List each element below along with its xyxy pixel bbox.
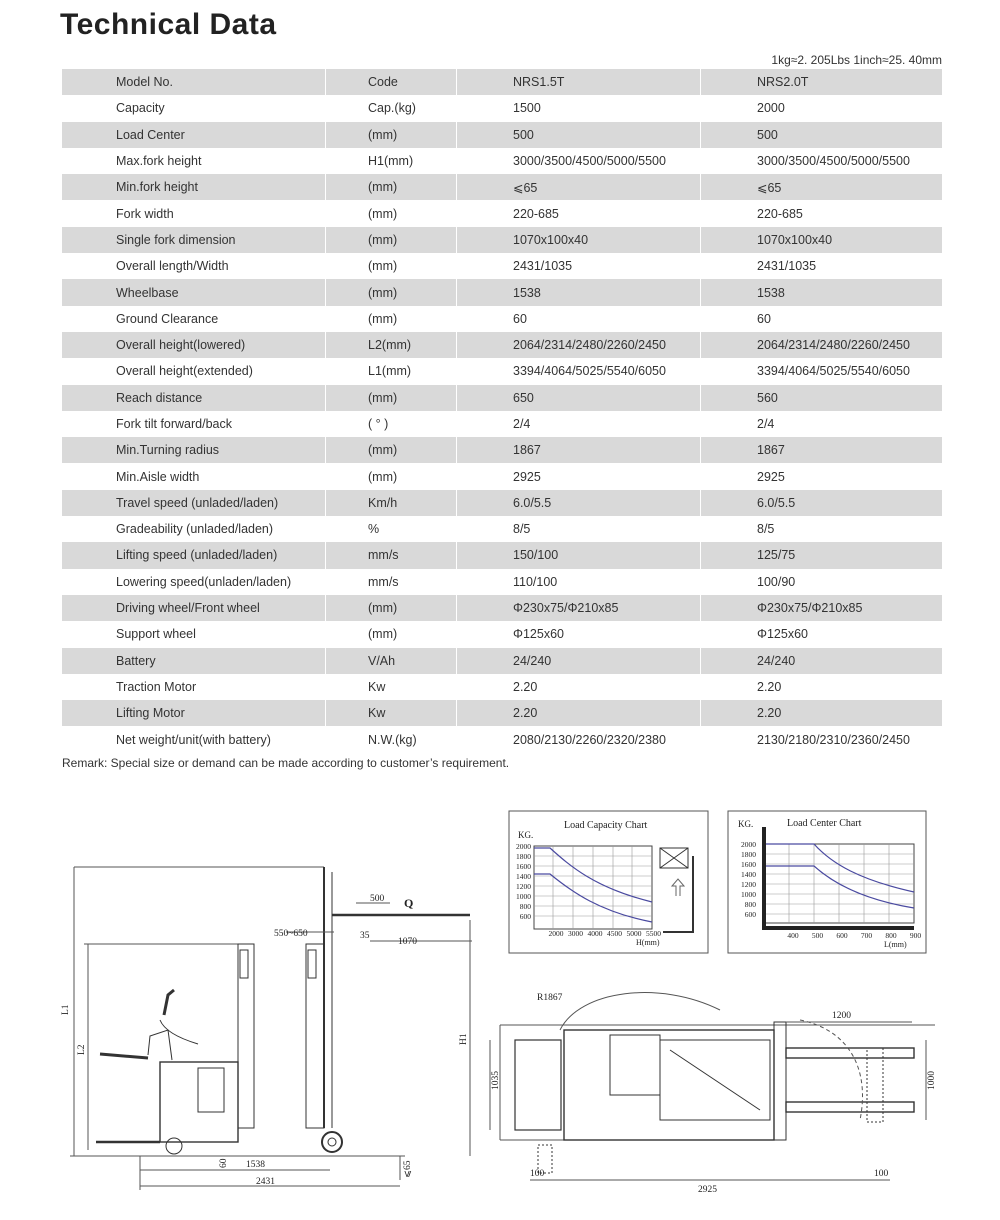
row-value-nrs20: 2130/2180/2310/2360/2450 bbox=[700, 726, 942, 752]
row-value-nrs15: 1867 bbox=[456, 437, 700, 463]
row-label: Battery bbox=[116, 653, 156, 668]
row-code: (mm) bbox=[325, 385, 456, 411]
dim-1538: 1538 bbox=[246, 1160, 265, 1170]
center-y-tick: 1000 bbox=[741, 890, 756, 899]
row-code: Code bbox=[325, 69, 456, 95]
row-value-nrs15: 150/100 bbox=[456, 542, 700, 568]
row-value-nrs20: 3394/4064/5025/5540/6050 bbox=[700, 358, 942, 384]
center-y-tick: 600 bbox=[744, 910, 756, 919]
spec-table bbox=[62, 69, 942, 753]
row-value-nrs15: Φ230x75/Φ210x85 bbox=[456, 595, 700, 621]
row-value-nrs20: ⩽65 bbox=[700, 174, 942, 200]
row-code: H1(mm) bbox=[325, 148, 456, 174]
row-code: V/Ah bbox=[325, 648, 456, 674]
dim-100-left: 100 bbox=[530, 1169, 545, 1179]
row-code: L1(mm) bbox=[325, 358, 456, 384]
row-code: mm/s bbox=[325, 542, 456, 568]
row-label: Min.Aisle width bbox=[116, 469, 200, 484]
row-value-nrs20: 2/4 bbox=[700, 411, 942, 437]
row-value-nrs15: 220-685 bbox=[456, 200, 700, 226]
row-value-nrs20: 1867 bbox=[700, 437, 942, 463]
capacity-y-tick: 2000 bbox=[516, 842, 531, 851]
row-label: Min.Turning radius bbox=[116, 443, 220, 458]
row-value-nrs15: Φ125x60 bbox=[456, 621, 700, 647]
row-label: Reach distance bbox=[116, 390, 203, 405]
row-value-nrs15: 110/100 bbox=[456, 569, 700, 595]
row-value-nrs15: 6.0/5.5 bbox=[456, 490, 700, 516]
row-code: Cap.(kg) bbox=[325, 95, 456, 121]
row-value-nrs15: 2080/2130/2260/2320/2380 bbox=[456, 726, 700, 752]
table-row bbox=[62, 306, 942, 332]
dim-2431: 2431 bbox=[256, 1177, 275, 1187]
table-row bbox=[62, 621, 942, 647]
dim-1070: 1070 bbox=[398, 937, 417, 947]
row-value-nrs20: Φ125x60 bbox=[700, 621, 942, 647]
table-row bbox=[62, 437, 942, 463]
capacity-y-unit: KG. bbox=[518, 830, 534, 840]
table-row bbox=[62, 148, 942, 174]
row-value-nrs15: 8/5 bbox=[456, 516, 700, 542]
dim-q: Q bbox=[404, 896, 414, 910]
capacity-y-tick: 1800 bbox=[516, 852, 531, 861]
row-value-nrs20: 100/90 bbox=[700, 569, 942, 595]
row-code: (mm) bbox=[325, 463, 456, 489]
row-label: Model No. bbox=[116, 75, 173, 90]
table-row bbox=[62, 411, 942, 437]
table-row bbox=[62, 358, 942, 384]
row-value-nrs15: 1538 bbox=[456, 279, 700, 305]
capacity-chart-title: Load Capacity Chart bbox=[564, 820, 648, 831]
center-x-tick: 700 bbox=[860, 931, 873, 940]
row-code: (mm) bbox=[325, 122, 456, 148]
row-code: (mm) bbox=[325, 437, 456, 463]
center-y-tick: 1800 bbox=[741, 850, 756, 859]
table-row bbox=[62, 253, 942, 279]
table-row bbox=[62, 726, 942, 752]
row-label: Lifting Motor bbox=[116, 706, 185, 721]
row-label: Support wheel bbox=[116, 627, 196, 642]
center-x-tick: 400 bbox=[787, 931, 799, 940]
row-label: Min.fork height bbox=[116, 180, 198, 195]
table-row bbox=[62, 69, 942, 95]
row-label: Lifting speed (unladed/laden) bbox=[116, 548, 278, 563]
row-value-nrs15: 1070x100x40 bbox=[456, 227, 700, 253]
page-title: Technical Data bbox=[60, 8, 277, 41]
table-row bbox=[62, 463, 942, 489]
row-value-nrs20: 1070x100x40 bbox=[700, 227, 942, 253]
dim-550-650: 550~650 bbox=[274, 929, 308, 939]
capacity-x-tick: 5500 bbox=[646, 929, 661, 938]
table-row bbox=[62, 516, 942, 542]
row-value-nrs15: 1500 bbox=[456, 95, 700, 121]
row-value-nrs20: 2064/2314/2480/2260/2450 bbox=[700, 332, 942, 358]
row-value-nrs15: 2925 bbox=[456, 463, 700, 489]
row-label: Lowering speed(unladen/laden) bbox=[116, 574, 292, 589]
capacity-y-tick: 1000 bbox=[516, 892, 531, 901]
capacity-x-tick: 5000 bbox=[626, 929, 642, 938]
row-value-nrs20: 560 bbox=[700, 385, 942, 411]
row-value-nrs20: 24/240 bbox=[700, 648, 942, 674]
table-row bbox=[62, 279, 942, 305]
row-value-nrs15: ⩽65 bbox=[456, 174, 700, 200]
dim-l2: L2 bbox=[77, 1044, 87, 1055]
row-value-nrs20: 3000/3500/4500/5000/5500 bbox=[700, 148, 942, 174]
row-label: Driving wheel/Front wheel bbox=[116, 601, 260, 616]
drawings-svg bbox=[60, 800, 940, 1200]
row-value-nrs15: 2.20 bbox=[456, 700, 700, 726]
row-value-nrs20: 125/75 bbox=[700, 542, 942, 568]
row-value-nrs15: NRS1.5T bbox=[456, 69, 700, 95]
row-value-nrs15: 3000/3500/4500/5000/5500 bbox=[456, 148, 700, 174]
row-value-nrs20: NRS2.0T bbox=[700, 69, 942, 95]
table-row bbox=[62, 332, 942, 358]
row-value-nrs20: 6.0/5.5 bbox=[700, 490, 942, 516]
remark-note: Remark: Special size or demand can be made according to customer’s requirement. bbox=[62, 756, 510, 770]
center-x-tick: 500 bbox=[811, 931, 824, 940]
capacity-x-unit: H(mm) bbox=[636, 938, 660, 947]
dim-h1: H1 bbox=[459, 1033, 469, 1045]
row-value-nrs15: 24/240 bbox=[456, 648, 700, 674]
row-label: Overall height(lowered) bbox=[116, 338, 246, 353]
row-label: Capacity bbox=[116, 101, 165, 116]
row-label: Load Center bbox=[116, 127, 185, 142]
row-value-nrs15: 2.20 bbox=[456, 674, 700, 700]
row-value-nrs15: 3394/4064/5025/5540/6050 bbox=[456, 358, 700, 384]
center-x-tick: 600 bbox=[836, 931, 848, 940]
table-row bbox=[62, 385, 942, 411]
row-code: mm/s bbox=[325, 569, 456, 595]
row-code: Kw bbox=[325, 700, 456, 726]
row-value-nrs20: 1538 bbox=[700, 279, 942, 305]
row-code: L2(mm) bbox=[325, 332, 456, 358]
row-code: Kw bbox=[325, 674, 456, 700]
row-label: Net weight/unit(with battery) bbox=[116, 732, 271, 747]
row-label: Gradeability (unladed/laden) bbox=[116, 522, 274, 537]
capacity-y-tick: 800 bbox=[519, 902, 531, 911]
row-value-nrs20: 2000 bbox=[700, 95, 942, 121]
dim-500: 500 bbox=[370, 894, 385, 904]
row-code: (mm) bbox=[325, 595, 456, 621]
row-value-nrs20: 8/5 bbox=[700, 516, 942, 542]
dim-2925: 2925 bbox=[698, 1185, 717, 1195]
row-value-nrs15: 2431/1035 bbox=[456, 253, 700, 279]
capacity-x-tick: 4500 bbox=[607, 929, 622, 938]
capacity-x-tick: 2000 bbox=[548, 929, 564, 938]
row-code: (mm) bbox=[325, 174, 456, 200]
center-y-tick: 1600 bbox=[741, 860, 756, 869]
dim-l1: L1 bbox=[61, 1004, 71, 1015]
table-row bbox=[62, 569, 942, 595]
row-code: (mm) bbox=[325, 621, 456, 647]
table-row bbox=[62, 490, 942, 516]
dim-100-right: 100 bbox=[874, 1169, 889, 1179]
capacity-y-tick: 1600 bbox=[516, 862, 531, 871]
table-row bbox=[62, 542, 942, 568]
dim-1000: 1000 bbox=[927, 1071, 937, 1090]
row-value-nrs15: 2064/2314/2480/2260/2450 bbox=[456, 332, 700, 358]
row-code: (mm) bbox=[325, 306, 456, 332]
dim-r1867: R1867 bbox=[537, 993, 563, 1003]
row-value-nrs15: 60 bbox=[456, 306, 700, 332]
row-label: Travel speed (unladed/laden) bbox=[116, 495, 279, 510]
row-label: Max.fork height bbox=[116, 154, 202, 169]
technical-drawings bbox=[60, 800, 940, 1200]
row-label: Ground Clearance bbox=[116, 311, 219, 326]
table-row bbox=[62, 122, 942, 148]
row-value-nrs15: 650 bbox=[456, 385, 700, 411]
row-label: Overall height(extended) bbox=[116, 364, 253, 379]
center-y-tick: 2000 bbox=[741, 840, 756, 849]
center-chart-title: Load Center Chart bbox=[787, 818, 862, 829]
unit-conversion-note: 1kg≈2. 205Lbs 1inch≈25. 40mm bbox=[771, 53, 942, 67]
capacity-x-tick: 3000 bbox=[568, 929, 583, 938]
center-y-unit: KG. bbox=[738, 819, 754, 829]
capacity-y-tick: 1400 bbox=[516, 872, 531, 881]
capacity-grid bbox=[534, 846, 652, 929]
table-row bbox=[62, 95, 942, 121]
table-row bbox=[62, 648, 942, 674]
row-label: Overall length/Width bbox=[116, 259, 229, 274]
side-view-drawing bbox=[70, 867, 472, 1190]
table-row bbox=[62, 595, 942, 621]
row-value-nrs20: 2925 bbox=[700, 463, 942, 489]
row-label: Single fork dimension bbox=[116, 232, 236, 247]
row-value-nrs20: Φ230x75/Φ210x85 bbox=[700, 595, 942, 621]
table-row bbox=[62, 227, 942, 253]
table-row bbox=[62, 174, 942, 200]
row-value-nrs15: 2/4 bbox=[456, 411, 700, 437]
row-code: Km/h bbox=[325, 490, 456, 516]
capacity-y-tick: 600 bbox=[519, 912, 531, 921]
center-y-tick: 800 bbox=[744, 900, 756, 909]
row-label: Fork width bbox=[116, 206, 174, 221]
row-value-nrs15: 500 bbox=[456, 122, 700, 148]
row-code: ( ° ) bbox=[325, 411, 456, 437]
center-x-tick: 800 bbox=[885, 931, 897, 940]
table-row bbox=[62, 200, 942, 226]
lift-arrow-icon bbox=[672, 879, 684, 896]
row-value-nrs20: 60 bbox=[700, 306, 942, 332]
capacity-x-tick: 4000 bbox=[587, 929, 603, 938]
row-value-nrs20: 2.20 bbox=[700, 700, 942, 726]
center-x-tick: 900 bbox=[909, 931, 922, 940]
table-row bbox=[62, 674, 942, 700]
capacity-y-tick: 1200 bbox=[516, 882, 531, 891]
row-code: (mm) bbox=[325, 279, 456, 305]
dim-65: ⩽65 bbox=[403, 1160, 413, 1178]
center-y-tick: 1400 bbox=[741, 870, 756, 879]
row-value-nrs20: 500 bbox=[700, 122, 942, 148]
row-code: (mm) bbox=[325, 253, 456, 279]
row-code: (mm) bbox=[325, 200, 456, 226]
center-y-tick: 1200 bbox=[741, 880, 756, 889]
row-label: Fork tilt forward/back bbox=[116, 417, 233, 431]
row-value-nrs20: 2.20 bbox=[700, 674, 942, 700]
top-view-drawing bbox=[490, 993, 935, 1180]
row-value-nrs20: 2431/1035 bbox=[700, 253, 942, 279]
row-label: Traction Motor bbox=[116, 679, 197, 694]
dim-35: 35 bbox=[360, 931, 370, 941]
table-row bbox=[62, 700, 942, 726]
dim-1035: 1035 bbox=[491, 1071, 501, 1090]
row-value-nrs20: 220-685 bbox=[700, 200, 942, 226]
row-code: N.W.(kg) bbox=[325, 726, 456, 752]
dim-60: 60 bbox=[219, 1158, 229, 1168]
row-label: Wheelbase bbox=[116, 285, 179, 300]
center-x-unit: L(mm) bbox=[884, 940, 907, 949]
row-code: % bbox=[325, 516, 456, 542]
dim-1200: 1200 bbox=[832, 1011, 851, 1021]
row-code: (mm) bbox=[325, 227, 456, 253]
